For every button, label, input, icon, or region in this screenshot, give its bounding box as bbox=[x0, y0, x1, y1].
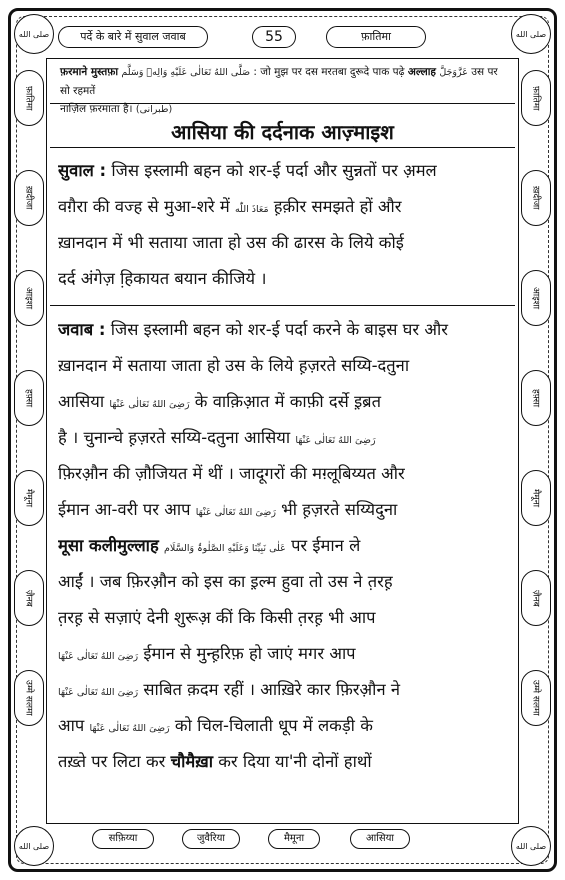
side-ornament-right: ख़दीजा bbox=[521, 170, 551, 226]
text-line: رَضِیَ اللهُ تَعَالٰی عَنْهَا ईमान से मुन्ह़रिफ़ हो जाएं मगर आप bbox=[58, 644, 356, 663]
farman-honorific: صَلَّى اللهُ تَعَالٰى عَلَيْهِ وَالِهٖ وَسَلَّم bbox=[121, 67, 251, 78]
text-line: ईमान आ-वरी पर आप رَضِیَ اللهُ تَعَالٰی عَنْهَا भी ह़ज़रते सय्यिदुना bbox=[58, 500, 398, 519]
text-line: जवाब : जिस इस्लामी बहन को शर-ई पर्दा करने के बाइस घर और bbox=[58, 320, 449, 339]
side-ornament-right: ज़ैनब bbox=[521, 570, 551, 626]
corner-ornament-bottom-left: صلی الله bbox=[14, 826, 54, 866]
answer-label: जवाब : bbox=[58, 320, 106, 339]
text-line: आप رَضِیَ اللهُ تَعَالٰی عَنْهَا को चिल-चिलाती धूप में लकड़ी के bbox=[58, 716, 373, 735]
side-ornament-left: ज़ैनब bbox=[14, 570, 44, 626]
footer-label: जुवैरिया bbox=[182, 829, 240, 849]
side-ornament-left: उम्मे सलमा bbox=[14, 670, 44, 726]
text-line: ख़ानदान में भी सताया जाता हो उस की ढारस के लिये कोई bbox=[58, 233, 404, 252]
question-block bbox=[58, 153, 510, 297]
farman-text: उस पर सो रहमतें bbox=[60, 66, 498, 97]
farman-azza: عَزَّوَجَلَّ bbox=[439, 67, 468, 78]
text-line: आसिया رَضِیَ اللهُ تَعَالٰی عَنْهَا के वाक़िआ़त में काफ़ी दर्से इ़ब्रत bbox=[58, 392, 382, 411]
text-line: है । चुनान्चे ह़ज़रते सय्यि-दतुना आसिया رَضِیَ اللهُ تَعَالٰی عَنْهَا bbox=[58, 428, 376, 447]
text-line: दर्द अंगेज़ हि़कायत बयान कीजिये । bbox=[58, 269, 267, 288]
text-line: आईं । जब फ़िरऔ़न को इस का इ़ल्म हुवा तो उस ने त़रह़ bbox=[58, 572, 393, 591]
text-line: त़रह़ से सज़ाएं देनी शुरूअ़ कीं कि किसी त़रह़ भी आप bbox=[58, 608, 376, 627]
side-ornament-right: उम्मे सलमा bbox=[521, 670, 551, 726]
farman-reference: (طبرانی) bbox=[135, 104, 173, 115]
footer-label: सफ़िय्या bbox=[92, 829, 154, 849]
divider bbox=[50, 147, 515, 148]
side-ornament-right: फ़ातिमा bbox=[521, 70, 551, 126]
page-number: 55 bbox=[252, 26, 296, 48]
corner-ornament-top-right: صلی الله bbox=[511, 14, 551, 54]
side-ornament-left: फ़ातिमा bbox=[14, 70, 44, 126]
side-ornament-right: आइशा bbox=[521, 270, 551, 326]
side-ornament-right: मैमूना bbox=[521, 470, 551, 526]
farman-text: : जो मुझ पर दस मरतबा दुरूदे पाक पढ़े bbox=[253, 66, 405, 78]
text-line: तख़्ते पर लिटा कर चौमैख़ा कर दिया या'नी दोनों हाथों bbox=[58, 752, 372, 771]
chapter-title: आसिया की दर्दनाक आज़्माइश bbox=[171, 120, 394, 144]
question-label: सुवाल : bbox=[58, 161, 107, 180]
farman-e-mustafa-header bbox=[60, 63, 506, 119]
text-line: رَضِیَ اللهُ تَعَالٰی عَنْهَا साबित क़दम रहीं । आख़िरे कार फ़िरऔ़न ने bbox=[58, 680, 400, 699]
corner-ornament-top-left: صلی الله bbox=[14, 14, 54, 54]
side-ornament-right: हफ़्सा bbox=[521, 370, 551, 426]
header-book-title: पर्दे के बारे में सुवाल जवाब bbox=[58, 26, 208, 48]
text-line: मूसा कलीमुल्लाह عَلٰی نَبِیِّنَا وَعَلَیْهِ الصَّلٰوۃُ وَالسَّلَام पर ईमान ले bbox=[58, 536, 361, 555]
side-ornament-left: मैमूना bbox=[14, 470, 44, 526]
side-ornament-left: हफ़्सा bbox=[14, 370, 44, 426]
divider bbox=[50, 103, 515, 104]
text-line: सुवाल : जिस इस्लामी बहन को शर-ई पर्दा और सुन्नतों पर अ़मल bbox=[58, 161, 437, 180]
text-line: फ़िरऔ़न की ज़ौजियत में थीं । जादूगरों की मग़्लूबिय्यत और bbox=[58, 464, 405, 483]
side-ornament-left: ख़दीजा bbox=[14, 170, 44, 226]
farman-text: नाज़िल फ़रमाता है। bbox=[60, 103, 133, 115]
farman-allah: अल्लाह bbox=[407, 66, 436, 78]
divider bbox=[50, 305, 515, 306]
footer-label: आसिया bbox=[350, 829, 410, 849]
side-ornament-left: आइशा bbox=[14, 270, 44, 326]
text-line: वग़ैरा की वज्ह से मुआ-शरे में مَعَاذَ اللّٰه ह़क़ीर समझते हों और bbox=[58, 197, 402, 216]
farman-label: फ़रमाने मुस्तफ़ा bbox=[60, 66, 119, 78]
footer-label: मैमूना bbox=[268, 829, 320, 849]
answer-block bbox=[58, 312, 510, 780]
corner-ornament-bottom-right: صلی الله bbox=[511, 826, 551, 866]
header-section-title: फ़ातिमा bbox=[326, 26, 426, 48]
text-line: ख़ानदान में सताया जाता हो उस के लिये ह़ज़रते सय्यि-दतुना bbox=[58, 356, 410, 375]
